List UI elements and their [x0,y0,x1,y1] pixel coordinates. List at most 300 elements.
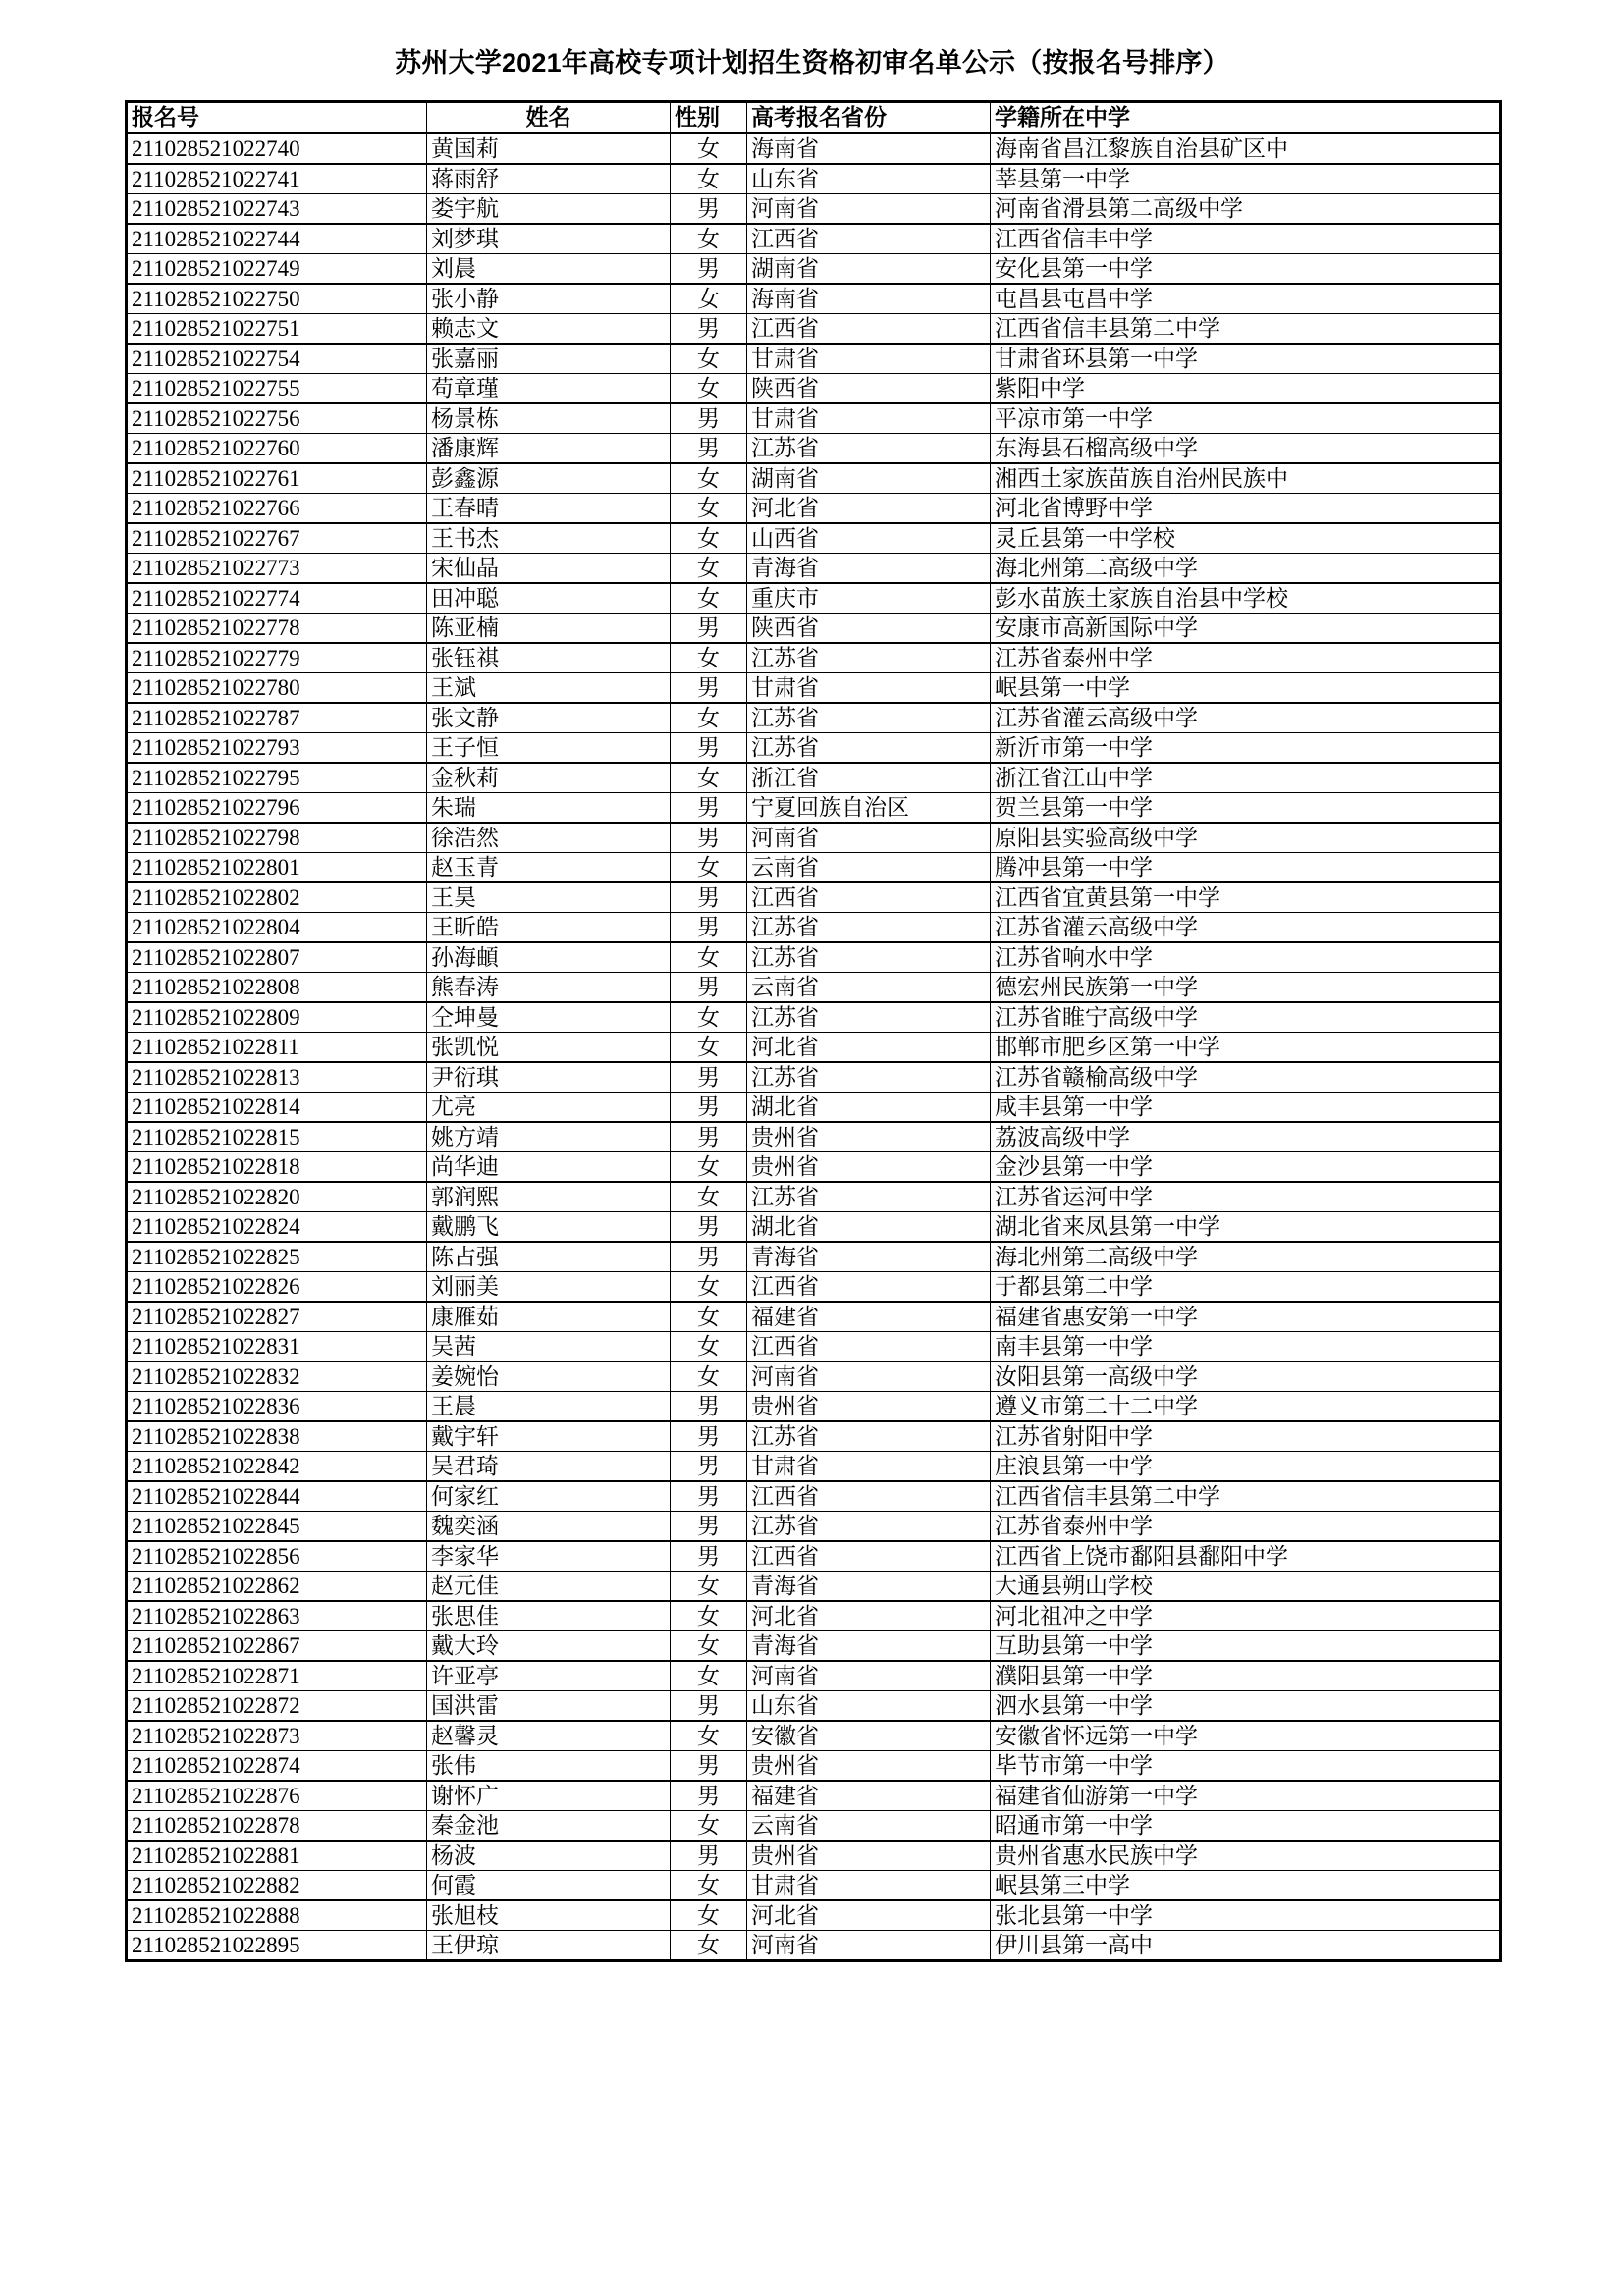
cell-exam-province: 浙江省 [747,763,991,793]
cell-high-school: 于都县第二中学 [991,1271,1501,1302]
cell-registration-number: 211028521022804 [127,912,427,942]
cell-exam-province: 河南省 [747,823,991,853]
cell-registration-number: 211028521022836 [127,1391,427,1421]
cell-exam-province: 甘肃省 [747,344,991,374]
cell-registration-number: 211028521022831 [127,1331,427,1362]
cell-gender: 男 [671,882,747,913]
cell-student-name: 王春晴 [427,493,671,523]
cell-exam-province: 江苏省 [747,643,991,673]
cell-exam-province: 江苏省 [747,942,991,973]
table-row [127,823,1501,853]
cell-gender: 女 [671,1661,747,1691]
cell-exam-province: 甘肃省 [747,672,991,703]
cell-high-school: 庄浪县第一中学 [991,1451,1501,1481]
cell-student-name: 戴大玲 [427,1630,671,1661]
cell-student-name: 杨波 [427,1841,671,1871]
cell-gender: 女 [671,224,747,254]
cell-high-school: 安康市高新国际中学 [991,613,1501,643]
cell-high-school: 昭通市第一中学 [991,1810,1501,1841]
cell-student-name: 杨景栋 [427,403,671,434]
cell-gender: 男 [671,403,747,434]
cell-student-name: 王斌 [427,672,671,703]
cell-high-school: 大通县朔山学校 [991,1571,1501,1601]
cell-registration-number: 211028521022814 [127,1092,427,1122]
cell-high-school: 互助县第一中学 [991,1630,1501,1661]
cell-high-school: 岷县第三中学 [991,1870,1501,1900]
cell-student-name: 谢怀广 [427,1781,671,1811]
cell-gender: 男 [671,1451,747,1481]
cell-high-school: 甘肃省环县第一中学 [991,344,1501,374]
cell-high-school: 河北祖冲之中学 [991,1601,1501,1631]
cell-registration-number: 211028521022796 [127,792,427,823]
table-row [127,1661,1501,1691]
cell-registration-number: 211028521022872 [127,1690,427,1721]
cell-exam-province: 湖北省 [747,1092,991,1122]
table-row [127,1182,1501,1212]
table-row [127,403,1501,434]
cell-high-school: 新沂市第一中学 [991,732,1501,763]
cell-registration-number: 211028521022818 [127,1151,427,1182]
cell-high-school: 紫阳中学 [991,373,1501,403]
table-row [127,463,1501,494]
column-header-school: 学籍所在中学 [991,101,1501,133]
cell-exam-province: 贵州省 [747,1391,991,1421]
cell-high-school: 伊川县第一高中 [991,1930,1501,1960]
table-row [127,1271,1501,1302]
cell-exam-province: 江西省 [747,224,991,254]
cell-gender: 女 [671,942,747,973]
cell-exam-province: 河南省 [747,1930,991,1960]
table-row [127,643,1501,673]
cell-exam-province: 江苏省 [747,703,991,733]
cell-registration-number: 211028521022774 [127,583,427,614]
cell-registration-number: 211028521022888 [127,1900,427,1931]
cell-student-name: 姜婉怡 [427,1362,671,1392]
table-row [127,672,1501,703]
cell-student-name: 王伊琼 [427,1930,671,1960]
cell-student-name: 张文静 [427,703,671,733]
table-row [127,164,1501,194]
table-row [127,703,1501,733]
cell-student-name: 刘丽美 [427,1271,671,1302]
cell-registration-number: 211028521022844 [127,1481,427,1512]
cell-exam-province: 江西省 [747,1481,991,1512]
cell-gender: 男 [671,1092,747,1122]
cell-student-name: 刘梦琪 [427,224,671,254]
cell-exam-province: 江西省 [747,882,991,913]
cell-high-school: 江苏省泰州中学 [991,1511,1501,1541]
cell-gender: 男 [671,1781,747,1811]
cell-high-school: 江苏省射阳中学 [991,1421,1501,1452]
cell-student-name: 张思佳 [427,1601,671,1631]
cell-gender: 女 [671,1331,747,1362]
cell-student-name: 戴鹏飞 [427,1211,671,1242]
table-row [127,1690,1501,1721]
cell-student-name: 王书杰 [427,523,671,554]
cell-exam-province: 江西省 [747,1331,991,1362]
cell-exam-province: 河南省 [747,1362,991,1392]
cell-exam-province: 江苏省 [747,912,991,942]
cell-registration-number: 211028521022826 [127,1271,427,1302]
cell-registration-number: 211028521022795 [127,763,427,793]
cell-student-name: 王晨 [427,1391,671,1421]
cell-gender: 男 [671,313,747,344]
cell-student-name: 张凯悦 [427,1032,671,1062]
cell-high-school: 河北省博野中学 [991,493,1501,523]
cell-high-school: 腾冲县第一中学 [991,852,1501,882]
cell-registration-number: 211028521022895 [127,1930,427,1960]
cell-gender: 女 [671,133,747,164]
cell-gender: 男 [671,1511,747,1541]
cell-gender: 女 [671,583,747,614]
cell-exam-province: 云南省 [747,1810,991,1841]
cell-high-school: 荔波高级中学 [991,1122,1501,1152]
cell-registration-number: 211028521022754 [127,344,427,374]
cell-student-name: 金秋莉 [427,763,671,793]
cell-high-school: 江苏省响水中学 [991,942,1501,973]
cell-student-name: 彭鑫源 [427,463,671,494]
cell-gender: 男 [671,912,747,942]
cell-registration-number: 211028521022749 [127,253,427,284]
cell-high-school: 江西省宜黄县第一中学 [991,882,1501,913]
table-row [127,1870,1501,1900]
cell-gender: 男 [671,792,747,823]
cell-exam-province: 重庆市 [747,583,991,614]
cell-student-name: 刘晨 [427,253,671,284]
cell-registration-number: 211028521022878 [127,1810,427,1841]
cell-gender: 女 [671,1870,747,1900]
cell-high-school: 江苏省泰州中学 [991,643,1501,673]
cell-exam-province: 江苏省 [747,1062,991,1093]
cell-gender: 男 [671,1242,747,1272]
cell-exam-province: 河北省 [747,493,991,523]
cell-gender: 女 [671,852,747,882]
cell-student-name: 尤亮 [427,1092,671,1122]
table-row [127,1331,1501,1362]
table-row [127,1810,1501,1841]
cell-student-name: 苟章瑾 [427,373,671,403]
cell-student-name: 何家红 [427,1481,671,1512]
cell-registration-number: 211028521022832 [127,1362,427,1392]
cell-high-school: 原阳县实验高级中学 [991,823,1501,853]
cell-registration-number: 211028521022820 [127,1182,427,1212]
cell-high-school: 福建省仙游第一中学 [991,1781,1501,1811]
cell-student-name: 何霞 [427,1870,671,1900]
cell-registration-number: 211028521022798 [127,823,427,853]
cell-student-name: 潘康辉 [427,433,671,463]
cell-student-name: 陈占强 [427,1242,671,1272]
cell-registration-number: 211028521022756 [127,403,427,434]
cell-exam-province: 江西省 [747,313,991,344]
cell-high-school: 德宏州民族第一中学 [991,972,1501,1002]
cell-gender: 男 [671,672,747,703]
cell-exam-province: 江苏省 [747,732,991,763]
cell-student-name: 熊春涛 [427,972,671,1002]
cell-exam-province: 江苏省 [747,1002,991,1033]
cell-gender: 女 [671,1900,747,1931]
cell-student-name: 赵玉青 [427,852,671,882]
cell-gender: 女 [671,164,747,194]
column-header-province: 高考报名省份 [747,101,991,133]
cell-student-name: 戴宇轩 [427,1421,671,1452]
cell-exam-province: 江苏省 [747,433,991,463]
cell-high-school: 江苏省运河中学 [991,1182,1501,1212]
cell-gender: 男 [671,1690,747,1721]
cell-gender: 男 [671,1421,747,1452]
cell-gender: 男 [671,1122,747,1152]
cell-high-school: 福建省惠安第一中学 [991,1302,1501,1332]
cell-gender: 男 [671,1841,747,1871]
cell-registration-number: 211028521022744 [127,224,427,254]
cell-student-name: 郭润熙 [427,1182,671,1212]
cell-high-school: 平凉市第一中学 [991,403,1501,434]
table-row [127,133,1501,164]
cell-exam-province: 山西省 [747,523,991,554]
cell-registration-number: 211028521022876 [127,1781,427,1811]
table-row [127,1151,1501,1182]
cell-high-school: 江苏省睢宁高级中学 [991,1002,1501,1033]
cell-student-name: 赵元佳 [427,1571,671,1601]
cell-student-name: 张钰祺 [427,643,671,673]
table-row [127,373,1501,403]
cell-exam-province: 安徽省 [747,1721,991,1751]
table-row [127,1630,1501,1661]
cell-high-school: 湘西土家族苗族自治州民族中 [991,463,1501,494]
cell-exam-province: 福建省 [747,1302,991,1332]
cell-student-name: 王昊 [427,882,671,913]
cell-gender: 男 [671,433,747,463]
cell-registration-number: 211028521022740 [127,133,427,164]
cell-student-name: 孙海頔 [427,942,671,973]
cell-gender: 女 [671,553,747,583]
column-header-id: 报名号 [127,101,427,133]
cell-exam-province: 江西省 [747,1271,991,1302]
cell-high-school: 岷县第一中学 [991,672,1501,703]
cell-exam-province: 山东省 [747,1690,991,1721]
cell-registration-number: 211028521022778 [127,613,427,643]
cell-high-school: 张北县第一中学 [991,1900,1501,1931]
cell-exam-province: 河南省 [747,1661,991,1691]
table-row [127,1841,1501,1871]
table-row [127,193,1501,224]
cell-registration-number: 211028521022845 [127,1511,427,1541]
table-row [127,613,1501,643]
cell-high-school: 浙江省江山中学 [991,763,1501,793]
cell-student-name: 李家华 [427,1541,671,1572]
cell-exam-province: 江苏省 [747,1511,991,1541]
cell-exam-province: 青海省 [747,1630,991,1661]
cell-registration-number: 211028521022750 [127,284,427,314]
cell-high-school: 濮阳县第一中学 [991,1661,1501,1691]
cell-high-school: 屯昌县屯昌中学 [991,284,1501,314]
cell-gender: 女 [671,1002,747,1033]
table-body [127,133,1501,1960]
cell-registration-number: 211028521022801 [127,852,427,882]
table-row [127,1391,1501,1421]
table-row [127,1451,1501,1481]
table-row [127,284,1501,314]
cell-student-name: 赖志文 [427,313,671,344]
cell-exam-province: 江苏省 [747,1421,991,1452]
cell-exam-province: 江西省 [747,1541,991,1572]
table-row [127,1930,1501,1960]
cell-student-name: 张伟 [427,1750,671,1781]
cell-gender: 男 [671,1541,747,1572]
cell-exam-province: 云南省 [747,852,991,882]
cell-exam-province: 贵州省 [747,1151,991,1182]
cell-exam-province: 贵州省 [747,1841,991,1871]
cell-gender: 女 [671,1810,747,1841]
cell-registration-number: 211028521022873 [127,1721,427,1751]
cell-gender: 男 [671,1062,747,1093]
cell-high-school: 泗水县第一中学 [991,1690,1501,1721]
cell-registration-number: 211028521022755 [127,373,427,403]
cell-gender: 女 [671,763,747,793]
cell-high-school: 安徽省怀远第一中学 [991,1721,1501,1751]
cell-gender: 女 [671,493,747,523]
cell-gender: 女 [671,463,747,494]
cell-gender: 男 [671,1750,747,1781]
cell-registration-number: 211028521022741 [127,164,427,194]
cell-registration-number: 211028521022743 [127,193,427,224]
cell-student-name: 蒋雨舒 [427,164,671,194]
cell-gender: 女 [671,373,747,403]
cell-student-name: 尚华迪 [427,1151,671,1182]
cell-registration-number: 211028521022882 [127,1870,427,1900]
cell-registration-number: 211028521022867 [127,1630,427,1661]
cell-registration-number: 211028521022767 [127,523,427,554]
cell-student-name: 陈亚楠 [427,613,671,643]
cell-registration-number: 211028521022871 [127,1661,427,1691]
cell-high-school: 江西省信丰中学 [991,224,1501,254]
cell-gender: 女 [671,703,747,733]
cell-high-school: 遵义市第二十二中学 [991,1391,1501,1421]
cell-exam-province: 青海省 [747,553,991,583]
table-row [127,912,1501,942]
table-row [127,1122,1501,1152]
cell-gender: 女 [671,523,747,554]
cell-student-name: 魏奕涵 [427,1511,671,1541]
cell-high-school: 金沙县第一中学 [991,1151,1501,1182]
table-row [127,1721,1501,1751]
cell-high-school: 海北州第二高级中学 [991,553,1501,583]
cell-student-name: 宋仙晶 [427,553,671,583]
cell-exam-province: 青海省 [747,1242,991,1272]
cell-student-name: 国洪雷 [427,1690,671,1721]
cell-gender: 男 [671,823,747,853]
table-row [127,1242,1501,1272]
cell-gender: 男 [671,613,747,643]
cell-gender: 女 [671,1302,747,1332]
cell-registration-number: 211028521022780 [127,672,427,703]
cell-exam-province: 陕西省 [747,373,991,403]
cell-student-name: 张小静 [427,284,671,314]
cell-gender: 男 [671,253,747,284]
table-row [127,1781,1501,1811]
table-row [127,1750,1501,1781]
cell-registration-number: 211028521022838 [127,1421,427,1452]
cell-gender: 女 [671,284,747,314]
table-row [127,792,1501,823]
cell-student-name: 朱瑞 [427,792,671,823]
cell-registration-number: 211028521022811 [127,1032,427,1062]
cell-gender: 女 [671,344,747,374]
cell-student-name: 吴茜 [427,1331,671,1362]
table-row [127,493,1501,523]
cell-exam-province: 福建省 [747,1781,991,1811]
table-row [127,253,1501,284]
table-row [127,732,1501,763]
cell-gender: 男 [671,1391,747,1421]
cell-registration-number: 211028521022825 [127,1242,427,1272]
column-header-name: 姓名 [427,101,671,133]
cell-exam-province: 河北省 [747,1900,991,1931]
cell-high-school: 海南省昌江黎族自治县矿区中 [991,133,1501,164]
cell-high-school: 毕节市第一中学 [991,1750,1501,1781]
cell-student-name: 康雁茹 [427,1302,671,1332]
cell-exam-province: 贵州省 [747,1750,991,1781]
cell-gender: 女 [671,1571,747,1601]
table-row [127,1062,1501,1093]
cell-high-school: 安化县第一中学 [991,253,1501,284]
cell-registration-number: 211028521022815 [127,1122,427,1152]
cell-student-name: 娄宇航 [427,193,671,224]
cell-high-school: 汝阳县第一高级中学 [991,1362,1501,1392]
table-row [127,1571,1501,1601]
cell-gender: 女 [671,1151,747,1182]
cell-high-school: 贺兰县第一中学 [991,792,1501,823]
cell-exam-province: 河北省 [747,1601,991,1631]
table-row [127,1421,1501,1452]
cell-high-school: 湖北省来凤县第一中学 [991,1211,1501,1242]
cell-gender: 女 [671,1032,747,1062]
cell-registration-number: 211028521022808 [127,972,427,1002]
table-row [127,763,1501,793]
cell-registration-number: 211028521022802 [127,882,427,913]
cell-student-name: 王昕皓 [427,912,671,942]
table-row [127,344,1501,374]
cell-student-name: 赵馨灵 [427,1721,671,1751]
cell-high-school: 江苏省赣榆高级中学 [991,1062,1501,1093]
cell-registration-number: 211028521022824 [127,1211,427,1242]
cell-high-school: 河南省滑县第二高级中学 [991,193,1501,224]
cell-registration-number: 211028521022787 [127,703,427,733]
table-row [127,1211,1501,1242]
cell-student-name: 王子恒 [427,732,671,763]
cell-high-school: 彭水苗族土家族自治县中学校 [991,583,1501,614]
table-row [127,1092,1501,1122]
cell-gender: 男 [671,1211,747,1242]
cell-student-name: 田冲聪 [427,583,671,614]
cell-registration-number: 211028521022862 [127,1571,427,1601]
cell-registration-number: 211028521022761 [127,463,427,494]
cell-registration-number: 211028521022809 [127,1002,427,1033]
table-row [127,313,1501,344]
cell-exam-province: 贵州省 [747,1122,991,1152]
cell-gender: 男 [671,1481,747,1512]
table-row [127,1362,1501,1392]
cell-student-name: 吴君琦 [427,1451,671,1481]
cell-gender: 女 [671,1630,747,1661]
cell-gender: 女 [671,643,747,673]
cell-registration-number: 211028521022760 [127,433,427,463]
cell-gender: 女 [671,1721,747,1751]
cell-gender: 男 [671,193,747,224]
cell-exam-province: 海南省 [747,133,991,164]
cell-exam-province: 甘肃省 [747,403,991,434]
cell-exam-province: 甘肃省 [747,1870,991,1900]
table-row [127,1032,1501,1062]
